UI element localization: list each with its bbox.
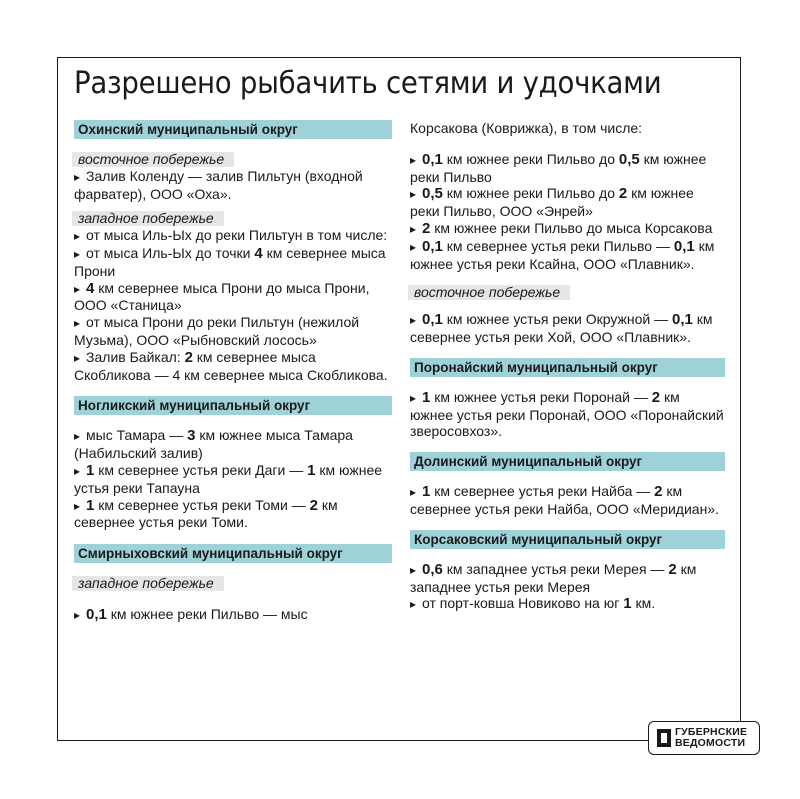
- list-item: ▸ 0,1 км южнее реки Пильво — мыс: [74, 606, 392, 624]
- right-column: [410, 120, 725, 613]
- list-item: ▸ 0,1 км южнее устья реки Окружной — 0,1 км севернее устья реки Хой, ООО «Плавник».: [410, 311, 725, 346]
- list-item: ▸ 1 км севернее устья реки Даги — 1 км южнее устья реки Тапауна: [74, 462, 392, 497]
- list-item: ▸ 1 км южнее устья реки Поронай — 2 км южнее устья реки Поронай, ООО «Поронайский зверосовхоз».: [410, 389, 725, 440]
- list-item: ▸ 1 км севернее устья реки Томи — 2 км севернее устья реки Томи.: [74, 497, 392, 532]
- logo-mark-icon: [657, 729, 671, 747]
- list-item: ▸ от мыса Иль-Ых до реки Пильтун в том числе:: [74, 227, 392, 245]
- list-item: ▸ 0,1 км севернее устья реки Пильво — 0,1 км южнее устья реки Ксайна, ООО «Плавник».: [410, 238, 725, 273]
- list-item: ▸ от мыса Прони до реки Пильтун (нежилой Музьма), ООО «Рыбновский лосось»: [74, 314, 392, 349]
- poronaysk-heading: Поронайский муниципальный округ: [410, 358, 725, 377]
- dolinsk-heading: Долинский муниципальный округ: [410, 452, 725, 471]
- page-title: Разрешено рыбачить сетями и удочками: [74, 66, 662, 101]
- nogliki-heading: Ногликский муниципальный округ: [74, 396, 392, 415]
- okha-west-label: западное побережье: [72, 211, 224, 226]
- list-item: ▸ 2 км южнее реки Пильво до мыса Корсакова: [410, 220, 725, 238]
- list-item: ▸ от порт-ковша Новиково на юг 1 км.: [410, 595, 725, 613]
- okha-heading: Охинский муниципальный округ: [74, 120, 392, 139]
- smirnykh-west-label: западное побережье: [72, 576, 224, 591]
- list-item: ▸ 4 км севернее мыса Прони до мыса Прони, ООО «Станица»: [74, 280, 392, 315]
- list-item: ▸ 0,5 км южнее реки Пильво до 2 км южнее реки Пильво, ООО «Энрей»: [410, 185, 725, 220]
- newspaper-logo: [648, 721, 760, 755]
- continuation-text: Корсакова (Коврижка), в том числе:: [410, 120, 643, 136]
- list-item: ▸ мыс Тамара — 3 км южнее мыса Тамара (Набильский залив): [74, 427, 392, 462]
- list-item: ▸ Залив Байкал: 2 км севернее мыса Скобликова — 4 км севернее мыса Скобликова.: [74, 349, 392, 384]
- list-item: ▸ от мыса Иль-Ых до точки 4 км севернее мыса Прони: [74, 245, 392, 280]
- logo-text: ГУБЕРНСКИЕ ВЕДОМОСТИ: [675, 726, 748, 749]
- korsakov-heading: Корсаковский муниципальный округ: [410, 530, 725, 549]
- east-coast-label: восточное побережье: [408, 285, 570, 300]
- list-item: ▸ 0,1 км южнее реки Пильво до 0,5 км южнее реки Пильво: [410, 151, 725, 186]
- list-item: ▸ 1 км севернее устья реки Найба — 2 км севернее устья реки Найба, ООО «Меридиан».: [410, 483, 725, 518]
- smirnykh-heading: Смирныховский муниципальный округ: [74, 544, 392, 563]
- okha-east-label: восточное побережье: [72, 152, 234, 167]
- left-column: [74, 120, 392, 624]
- list-item: ▸ Залив Коленду — залив Пильтун (входной фарватер), ООО «Оха».: [74, 168, 392, 203]
- list-item: ▸ 0,6 км западнее устья реки Мерея — 2 км западнее устья реки Мерея: [410, 561, 725, 596]
